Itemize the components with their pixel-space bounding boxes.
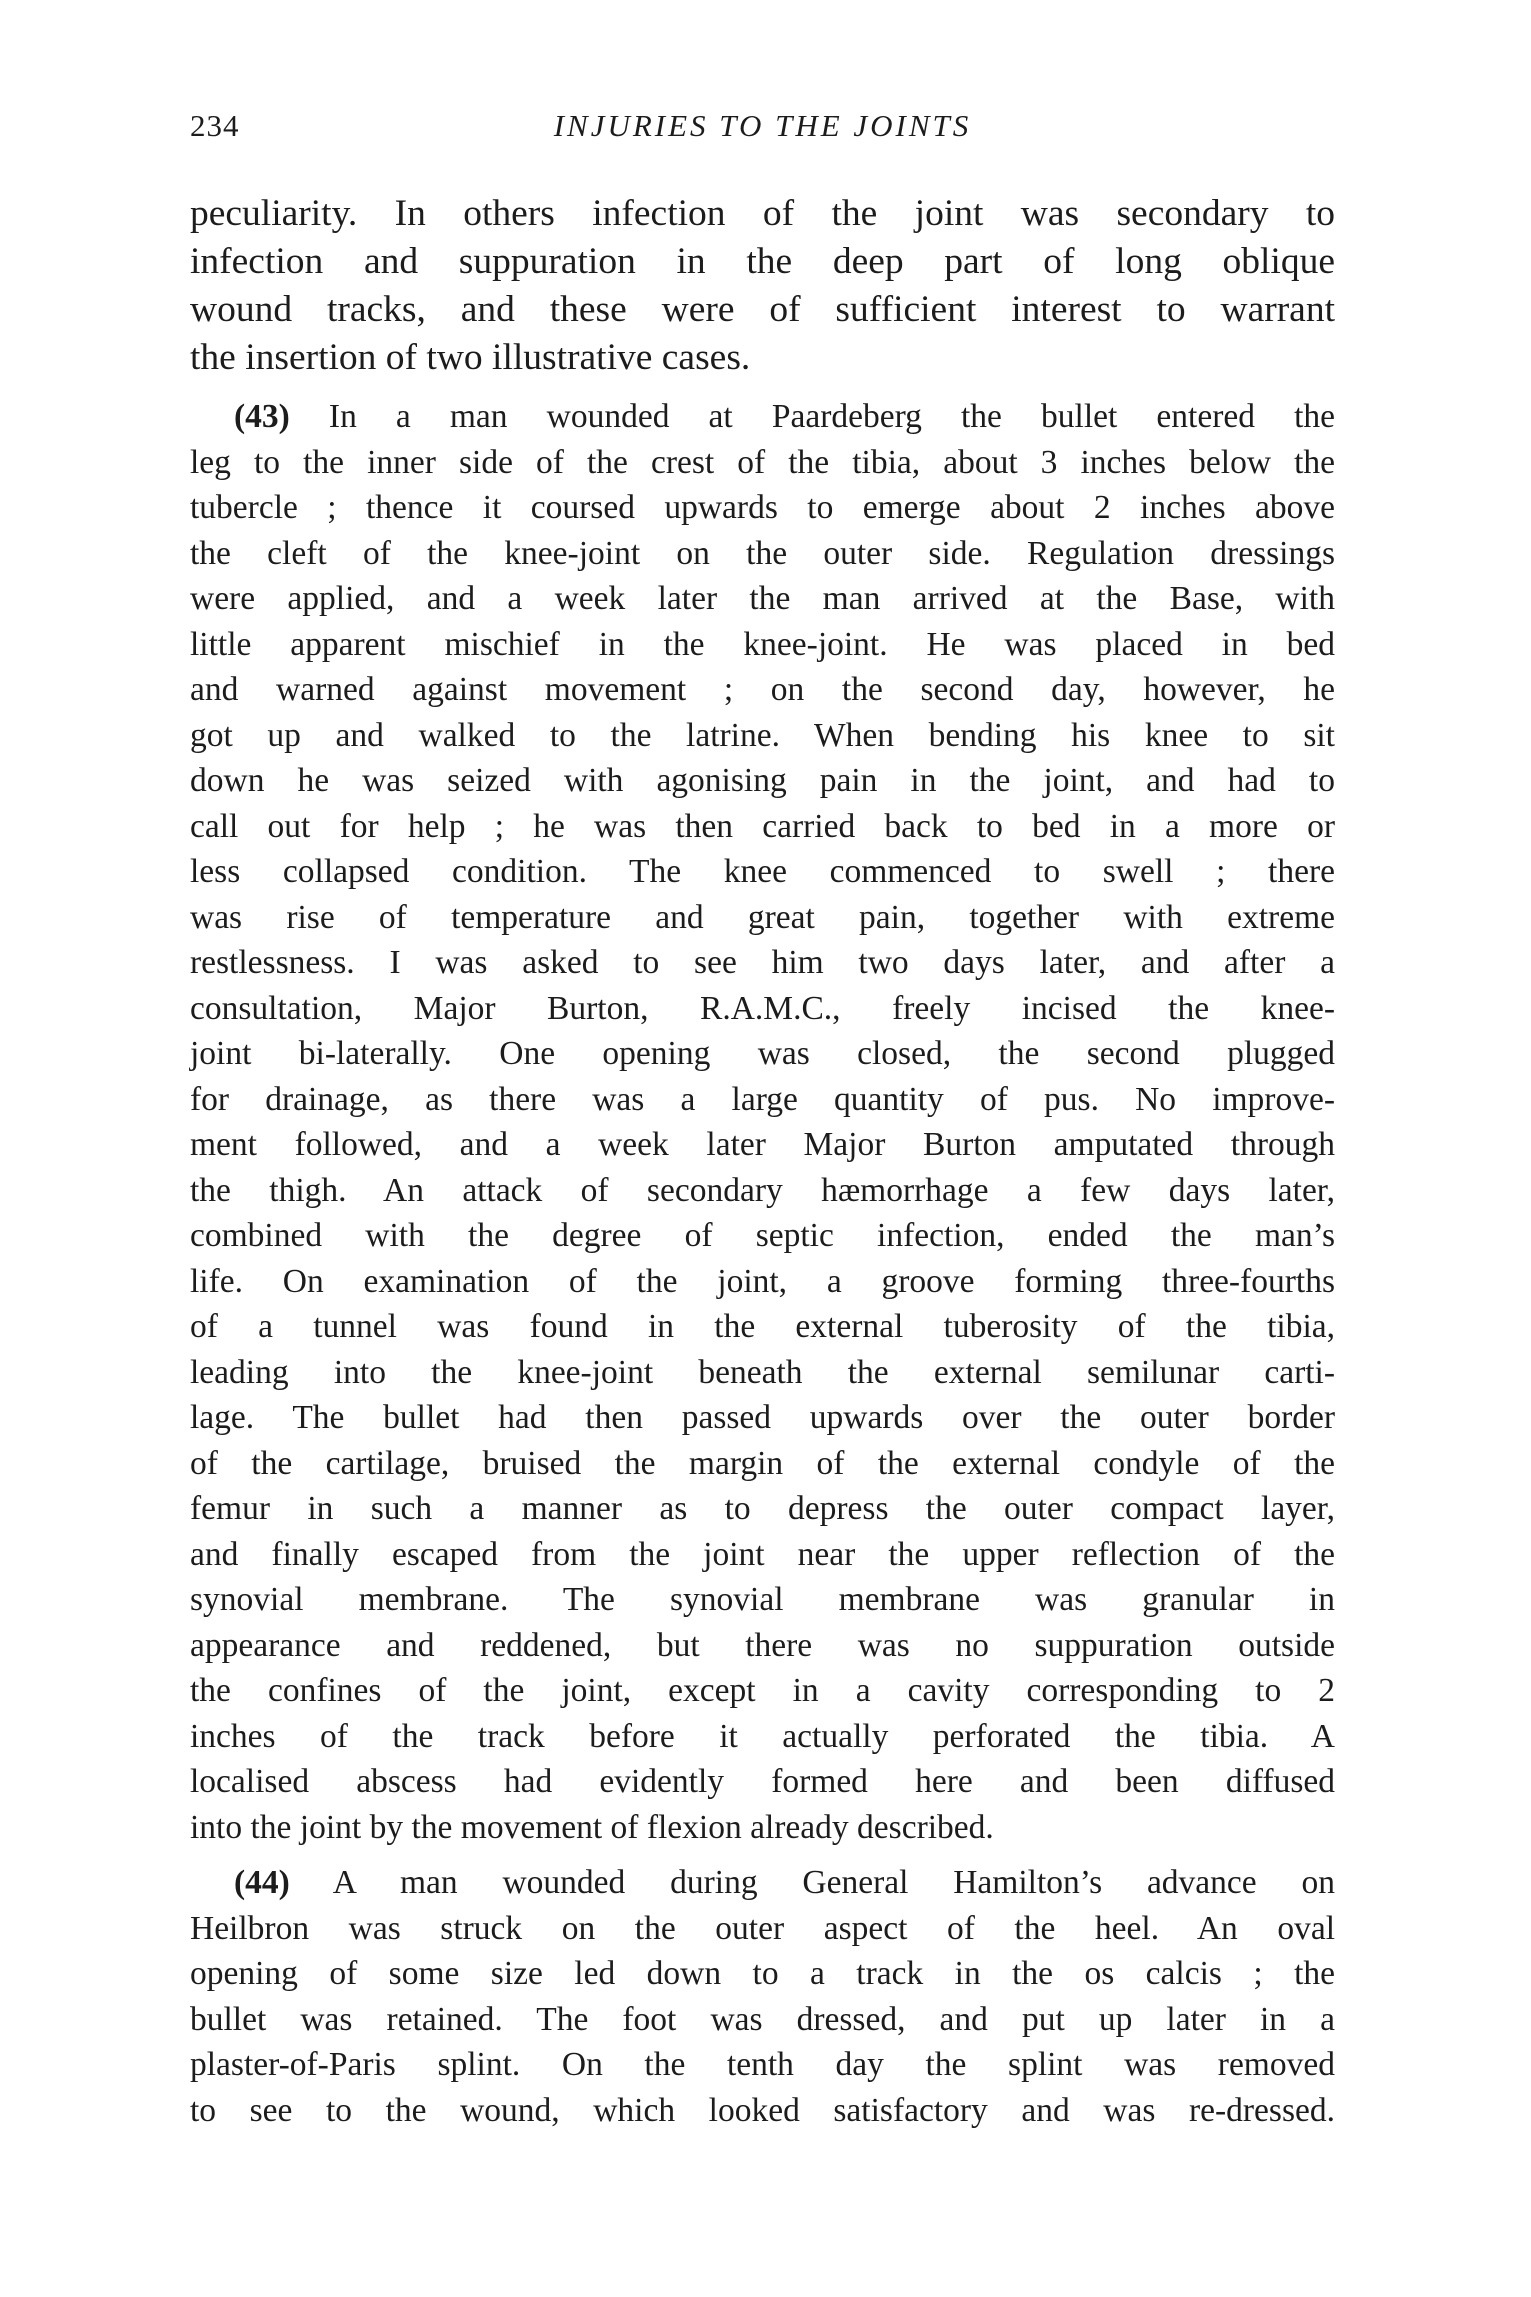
text-line: the cleft of the knee-joint on the outer side. Regulation dressings — [190, 534, 1335, 572]
text-line: opening of some size led down to a track in the os calcis ; the — [190, 1955, 1335, 1992]
text-line: lage. The bullet had then passed upwards over the outer border — [190, 1399, 1335, 1436]
body-text — [190, 190, 1335, 2133]
text-line: were applied, and a week later the man arrived at the Base, with — [190, 580, 1335, 617]
text-line: the confines of the joint, except in a cavity corresponding to 2 — [190, 1672, 1335, 1709]
text-fragment: In a man wounded at Paardeberg the bullet entered the — [289, 398, 1335, 435]
text-line: into the joint by the movement of flexion already described. — [190, 1808, 994, 1846]
text-fragment: A man wounded during General Hamilton’s advance on — [289, 1864, 1335, 1901]
text-line — [190, 394, 1335, 440]
text-line: wound tracks, and these were of sufficient interest to warrant — [190, 289, 1335, 330]
text-line: to see to the wound, which looked satisfactory and was re-dressed. — [190, 2091, 1335, 2129]
text-line: of a tunnel was found in the external tuberosity of the tibia, — [190, 1308, 1335, 1345]
text-line: and finally escaped from the joint near the upper reflection of the — [190, 1535, 1335, 1573]
text-line: plaster-of-Paris splint. On the tenth day the splint was removed — [190, 2046, 1335, 2083]
text-line: peculiarity. In others infection of the joint was secondary to — [190, 193, 1335, 234]
text-line — [190, 1860, 1335, 1906]
paragraph-case-43 — [190, 394, 1335, 1850]
text-line: infection and suppuration in the deep part of long oblique — [190, 241, 1335, 282]
text-line: restlessness. I was asked to see him two days later, and after a — [190, 944, 1335, 981]
text-line: and warned against movement ; on the second day, however, he — [190, 671, 1335, 708]
text-line: appearance and reddened, but there was no suppuration outside — [190, 1626, 1335, 1664]
paragraph-intro — [190, 190, 1335, 382]
text-line: for drainage, as there was a large quantity of pus. No improve- — [190, 1080, 1335, 1118]
text-line: inches of the track before it actually perforated the tibia. A — [190, 1717, 1335, 1755]
page-number: 234 — [190, 108, 240, 143]
text-line: leading into the knee-joint beneath the external semilunar carti- — [190, 1353, 1335, 1391]
text-line: tubercle ; thence it coursed upwards to emerge about 2 inches above — [190, 489, 1335, 526]
text-line: combined with the degree of septic infection, ended the man’s — [190, 1217, 1335, 1254]
text-line: ment followed, and a week later Major Burton amputated through — [190, 1126, 1335, 1163]
case-number: (43) — [234, 398, 290, 435]
running-title: INJURIES TO THE JOINTS — [553, 108, 972, 143]
text-line: down he was seized with agonising pain in the joint, and had to — [190, 762, 1335, 799]
case-number: (44) — [234, 1864, 290, 1901]
text-line: life. On examination of the joint, a groove forming three-fourths — [190, 1262, 1335, 1300]
text-line: got up and walked to the latrine. When bending his knee to sit — [190, 716, 1335, 754]
page-header — [190, 108, 1335, 158]
text-line: bullet was retained. The foot was dressed, and put up later in a — [190, 2000, 1335, 2038]
text-line: the thigh. An attack of secondary hæmorrhage a few days later, — [190, 1171, 1335, 1209]
text-line: Heilbron was struck on the outer aspect of the heel. An oval — [190, 1909, 1335, 1947]
paragraph-case-44 — [190, 1860, 1335, 2133]
text-line: the insertion of two illustrative cases. — [190, 337, 751, 378]
text-line: less collapsed condition. The knee commenced to swell ; there — [190, 853, 1335, 890]
text-line: femur in such a manner as to depress the outer compact layer, — [190, 1490, 1335, 1527]
text-line: of the cartilage, bruised the margin of the external condyle of the — [190, 1444, 1335, 1482]
text-line: leg to the inner side of the crest of the tibia, about 3 inches below the — [190, 443, 1335, 481]
text-line: little apparent mischief in the knee-joint. He was placed in bed — [190, 625, 1335, 663]
text-line: synovial membrane. The synovial membrane was granular in — [190, 1581, 1335, 1618]
text-line: consultation, Major Burton, R.A.M.C., freely incised the knee- — [190, 989, 1335, 1027]
text-line: localised abscess had evidently formed here and been diffused — [190, 1763, 1335, 1800]
text-line: joint bi-laterally. One opening was closed, the second plugged — [190, 1035, 1335, 1072]
text-line: was rise of temperature and great pain, together with extreme — [190, 898, 1335, 936]
text-line: call out for help ; he was then carried back to bed in a more or — [190, 807, 1335, 845]
